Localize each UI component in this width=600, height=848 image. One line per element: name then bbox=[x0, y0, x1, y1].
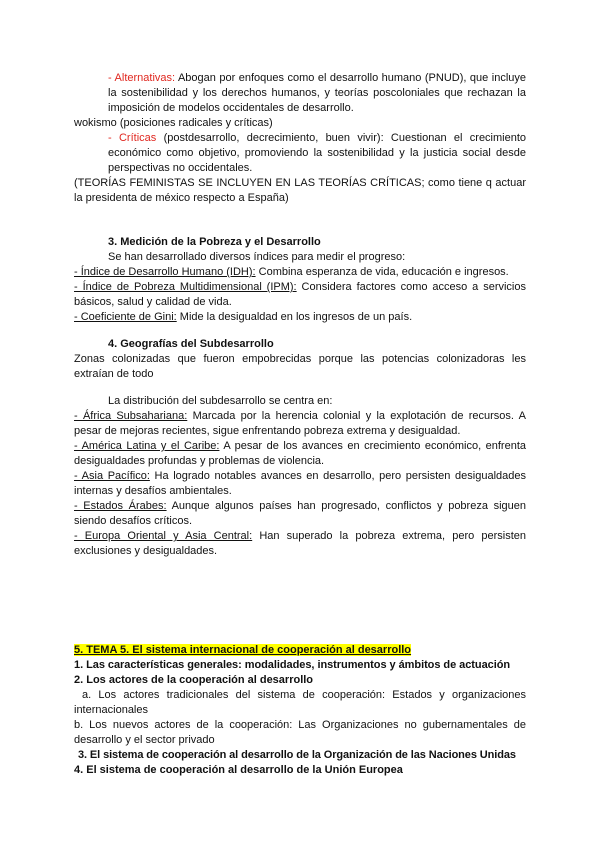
criticas-line-1: - Críticas (postdesarrollo, decrecimiento, buen vivir): Cuestionan el crecimiento bbox=[108, 132, 527, 144]
feministas-note-line-1: (TEORÍAS FEMINISTAS SE INCLUYEN EN LAS TEORÍAS CRÍTICAS; como tiene q actuar bbox=[74, 177, 526, 189]
feministas-note-line-2: la presidenta de méxico respecto a España) bbox=[74, 192, 289, 204]
tema5-item-4: 4. El sistema de cooperación al desarrollo de la Unión Europea bbox=[74, 764, 403, 776]
alternativas-label: - Alternativas: bbox=[108, 72, 176, 84]
tema5-item-2b-line-1: b. Los nuevos actores de la cooperación: Las Organizaciones no gubernamentales de bbox=[74, 719, 526, 731]
medicion-intro: Se han desarrollado diversos índices para medir el progreso: bbox=[108, 251, 406, 263]
asia-item: - Asia Pacífico: Ha logrado notables avances en desarrollo, pero persisten desigualdades bbox=[74, 470, 526, 482]
tema5-item-2b-line-2: desarrollo y el sector privado bbox=[74, 734, 215, 746]
idh-item: - Índice de Desarrollo Humano (IDH): Combina esperanza de vida, educación e ingresos. bbox=[74, 266, 509, 278]
criticas-line-3: perspectivas no occidentales. bbox=[108, 162, 253, 174]
tema5-title: 5. TEMA 5. El sistema internacional de cooperación al desarrollo bbox=[74, 644, 412, 656]
asia-item-line-2: internas y desafíos ambientales. bbox=[74, 485, 232, 497]
alternativas-line-1: - Alternativas: Abogan por enfoques como el desarrollo humano (PNUD), que incluye bbox=[108, 72, 526, 84]
zonas-line-1: Zonas colonizadas que fueron empobrecidas porque las potencias colonizadoras les bbox=[74, 353, 526, 365]
distribucion-intro: La distribución del subdesarrollo se centra en: bbox=[108, 395, 333, 407]
alternativas-line-3: imposición de modelos occidentales de desarrollo. bbox=[108, 102, 354, 114]
arabes-item: - Estados Árabes: Aunque algunos países han progresado, conflictos y pobreza siguen bbox=[74, 500, 526, 512]
africa-item: - África Subsahariana: Marcada por la herencia colonial y la explotación de recursos. A bbox=[74, 410, 526, 422]
europa-item: - Europa Oriental y Asia Central: Han superado la pobreza extrema, pero persisten bbox=[74, 530, 527, 542]
arabes-item-line-2: siendo desafíos críticos. bbox=[74, 515, 193, 527]
gini-item: - Coeficiente de Gini: Mide la desigualdad en los ingresos de un país. bbox=[74, 311, 413, 323]
zonas-line-2: extraían de todo bbox=[74, 368, 154, 380]
alternativas-line-2: la sostenibilidad y los derechos humanos, y teorías poscoloniales que rechazan la bbox=[108, 87, 526, 99]
section-3-heading: 3. Medición de la Pobreza y el Desarrollo bbox=[108, 236, 321, 248]
tema5-item-1: 1. Las características generales: modalidades, instrumentos y ámbitos de actuación bbox=[74, 659, 511, 671]
ipm-item-line-2: básicos, salud y calidad de vida. bbox=[74, 296, 232, 308]
criticas-line-2: económico como objetivo, promoviendo la sostenibilidad y la justicia social desde bbox=[108, 147, 526, 159]
tema5-item-3: 3. El sistema de cooperación al desarrollo de la Organización de las Naciones Unidas bbox=[78, 749, 516, 761]
europa-item-line-2: exclusiones y desigualdades. bbox=[74, 545, 218, 557]
tema5-item-2: 2. Los actores de la cooperación al desarrollo bbox=[74, 674, 314, 686]
criticas-label: - Críticas bbox=[108, 132, 157, 144]
africa-item-line-2: pesar de mejoras recientes, sigue enfrentando pobreza extrema y desigualdad. bbox=[74, 425, 461, 437]
tema5-item-2a-line-2: internacionales bbox=[74, 704, 148, 716]
wokismo-note: wokismo (posiciones radicales y críticas) bbox=[74, 117, 273, 129]
tema5-item-2a-line-1: a. Los actores tradicionales del sistema de cooperación: Estados y organizaciones bbox=[82, 689, 526, 701]
section-4-heading: 4. Geografías del Subdesarrollo bbox=[108, 338, 274, 350]
ipm-item: - Índice de Pobreza Multidimensional (IPM): Considera factores como acceso a servicios bbox=[74, 281, 526, 293]
america-item: - América Latina y el Caribe: A pesar de los avances en crecimiento económico, enfrenta bbox=[74, 440, 527, 452]
america-item-line-2: desigualdades profundas y problemas de violencia. bbox=[74, 455, 325, 467]
